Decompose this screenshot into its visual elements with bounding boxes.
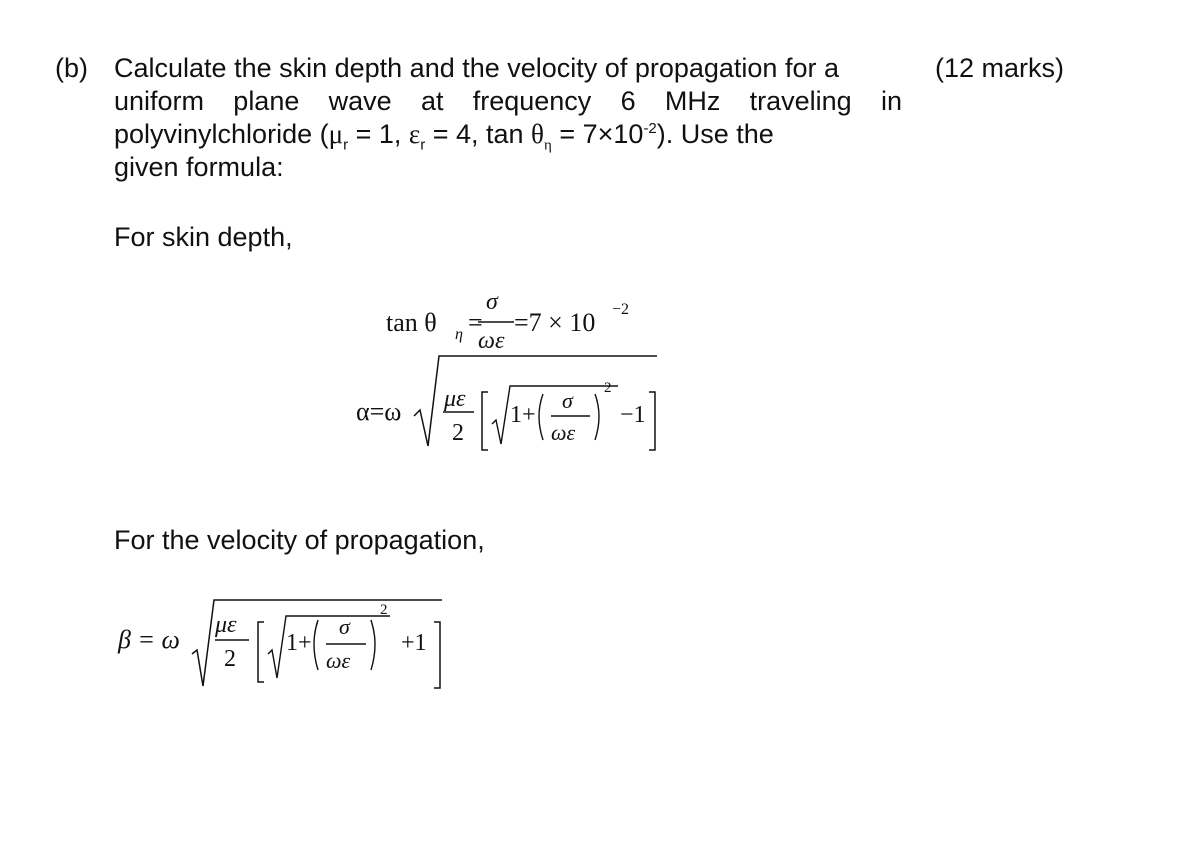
tan-theta-formula <box>380 285 650 355</box>
question-text <box>114 52 902 184</box>
mu-eps-numerator: με <box>215 612 237 638</box>
left-paren <box>314 620 318 670</box>
beta-lhs: β = ω <box>118 625 180 654</box>
exponent: -2 <box>643 120 657 137</box>
question-line-3 <box>114 118 902 154</box>
alpha-formula <box>352 350 667 460</box>
one-plus: 1+ <box>510 402 536 428</box>
tan-subscript: η <box>455 326 463 343</box>
question-line-2 <box>114 85 902 118</box>
square-exponent: 2 <box>604 380 612 396</box>
word: 6 <box>620 86 636 116</box>
square-exponent: 2 <box>380 602 388 618</box>
beta-formula <box>114 592 449 692</box>
word: traveling <box>749 86 852 116</box>
text-segment: = 7×10 <box>551 119 644 149</box>
word: MHz <box>664 86 721 116</box>
two-denominator: 2 <box>452 420 464 446</box>
word: plane <box>233 86 300 116</box>
theta-symbol: θ <box>531 119 544 149</box>
word: frequency <box>472 86 592 116</box>
equals-sign: = <box>468 308 483 337</box>
two-denominator: 2 <box>224 646 236 672</box>
omega-eps-denominator: ωε <box>551 420 576 445</box>
word: uniform <box>114 86 205 116</box>
left-bracket <box>258 622 264 682</box>
question-line-1: Calculate the skin depth and the velocity of propagation for a <box>114 53 839 83</box>
left-bracket <box>482 392 488 450</box>
mu-subscript: r <box>343 136 349 154</box>
skin-depth-heading: For skin depth, <box>114 222 293 252</box>
epsilon-symbol: ε <box>408 119 421 149</box>
tan-rhs: =7 × 10 <box>514 308 596 337</box>
theta-subscript: η <box>543 137 552 154</box>
right-paren <box>371 620 375 670</box>
one-plus: 1+ <box>286 630 312 656</box>
question-line-4: given formula: <box>114 152 284 182</box>
omega-eps-denominator: ωε <box>326 648 351 673</box>
sigma-numerator: σ <box>486 289 498 315</box>
right-bracket <box>649 392 655 450</box>
epsilon-subscript: r <box>420 136 426 154</box>
text-segment: = 4, tan <box>425 119 532 149</box>
question-label: (b) <box>55 53 88 83</box>
text-segment: ). Use the <box>656 119 774 149</box>
left-paren <box>539 394 543 440</box>
word: at <box>420 86 444 116</box>
word: wave <box>328 86 392 116</box>
velocity-heading: For the velocity of propagation, <box>114 525 485 555</box>
omega-eps-denominator: ωε <box>478 328 505 354</box>
plus-one: +1 <box>401 630 427 656</box>
tan-lhs: tan θ <box>386 308 437 337</box>
mu-eps-numerator: με <box>444 386 466 412</box>
word: in <box>880 86 902 116</box>
marks-label: (12 marks) <box>935 53 1065 83</box>
text-segment: = 1, <box>348 119 409 149</box>
right-paren <box>595 394 599 440</box>
right-bracket <box>434 622 440 688</box>
mu-symbol: μ <box>328 119 344 149</box>
sigma-numerator: σ <box>562 388 573 413</box>
minus-one: −1 <box>620 402 646 428</box>
sigma-numerator: σ <box>339 614 350 639</box>
alpha-lhs: α=ω <box>356 397 402 426</box>
tan-exponent: −2 <box>612 301 630 318</box>
text-segment: polyvinylchloride ( <box>114 119 329 149</box>
